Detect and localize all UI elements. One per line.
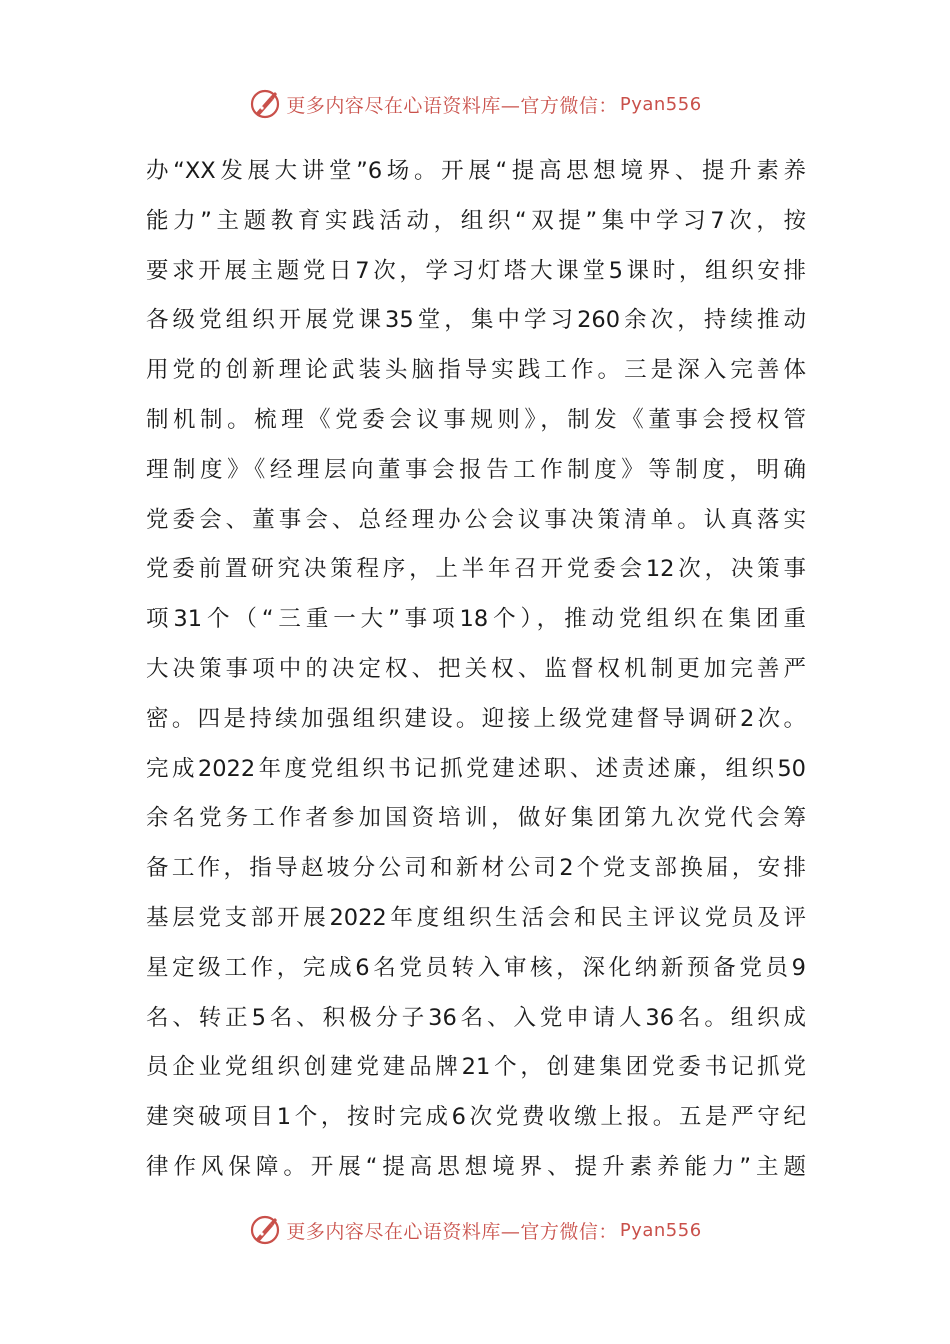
body-line: 能力”主题教育实践活动，组织“双提”集中学习7次，按 bbox=[146, 207, 806, 234]
body-line: 员企业党组织创建党建品牌21个，创建集团党委书记抓党 bbox=[146, 1054, 806, 1081]
body-line: 名、转正5名、积极分子36名、入党申请人36名。组织成 bbox=[146, 1004, 806, 1031]
footer-watermark bbox=[0, 1210, 950, 1250]
body-line: 备工作，指导赵坡分公司和新材公司2个党支部换届，安排 bbox=[146, 855, 806, 882]
body-line: 党委前置研究决策程序，上半年召开党委会12次，决策事 bbox=[146, 556, 806, 583]
document-body bbox=[146, 147, 806, 1193]
watermark-text: 更多内容尽在心语资料库—官方微信： bbox=[286, 94, 618, 117]
body-line: 各级党组织开展党课35堂，集中学习260余次，持续推动 bbox=[146, 307, 806, 334]
body-line: 密。四是持续加强组织建设。迎接上级党建督导调研2次。 bbox=[146, 705, 806, 732]
pen-nib-logo-icon bbox=[248, 1213, 282, 1247]
body-line: 星定级工作，完成6名党员转入审核，深化纳新预备党员9 bbox=[146, 954, 806, 981]
header-watermark bbox=[0, 84, 950, 124]
watermark-wechat-id: Pyan556 bbox=[619, 1219, 702, 1241]
watermark-text: 更多内容尽在心语资料库—官方微信： bbox=[286, 1220, 618, 1243]
body-line: 办“XX发展大讲堂”6场。开展“提高思想境界、提升素养 bbox=[146, 158, 806, 184]
body-line: 制机制。梳理《党委会议事规则》，制发《董事会授权管 bbox=[146, 406, 806, 433]
body-line: 基层党支部开展2022年度组织生活会和民主评议党员及评 bbox=[146, 904, 806, 931]
body-line: 完成2022年度党组织书记抓党建述职、述责述廉，组织50 bbox=[146, 755, 806, 782]
watermark-wechat-id: Pyan556 bbox=[619, 93, 702, 115]
body-line: 用党的创新理论武装头脑指导实践工作。三是深入完善体 bbox=[146, 357, 806, 384]
body-line: 建突破项目1个，按时完成6次党费收缴上报。五是严守纪 bbox=[146, 1104, 806, 1131]
body-line: 党委会、董事会、总经理办公会议事决策清单。认真落实 bbox=[146, 506, 806, 533]
body-line: 余名党务工作者参加国资培训，做好集团第九次党代会筹 bbox=[146, 805, 806, 832]
body-line: 大决策事项中的决定权、把关权、监督权机制更加完善严 bbox=[146, 655, 806, 682]
body-line: 理制度》《经理层向董事会报告工作制度》等制度，明确 bbox=[146, 456, 806, 483]
pen-nib-logo-icon bbox=[248, 87, 282, 121]
body-line: 要求开展主题党日7次，学习灯塔大课堂5课时，组织安排 bbox=[146, 257, 806, 284]
body-line: 项31个（“三重一大”事项18个），推动党组织在集团重 bbox=[146, 606, 806, 633]
body-line: 律作风保障。开展“提高思想境界、提升素养能力”主题 bbox=[146, 1153, 806, 1180]
